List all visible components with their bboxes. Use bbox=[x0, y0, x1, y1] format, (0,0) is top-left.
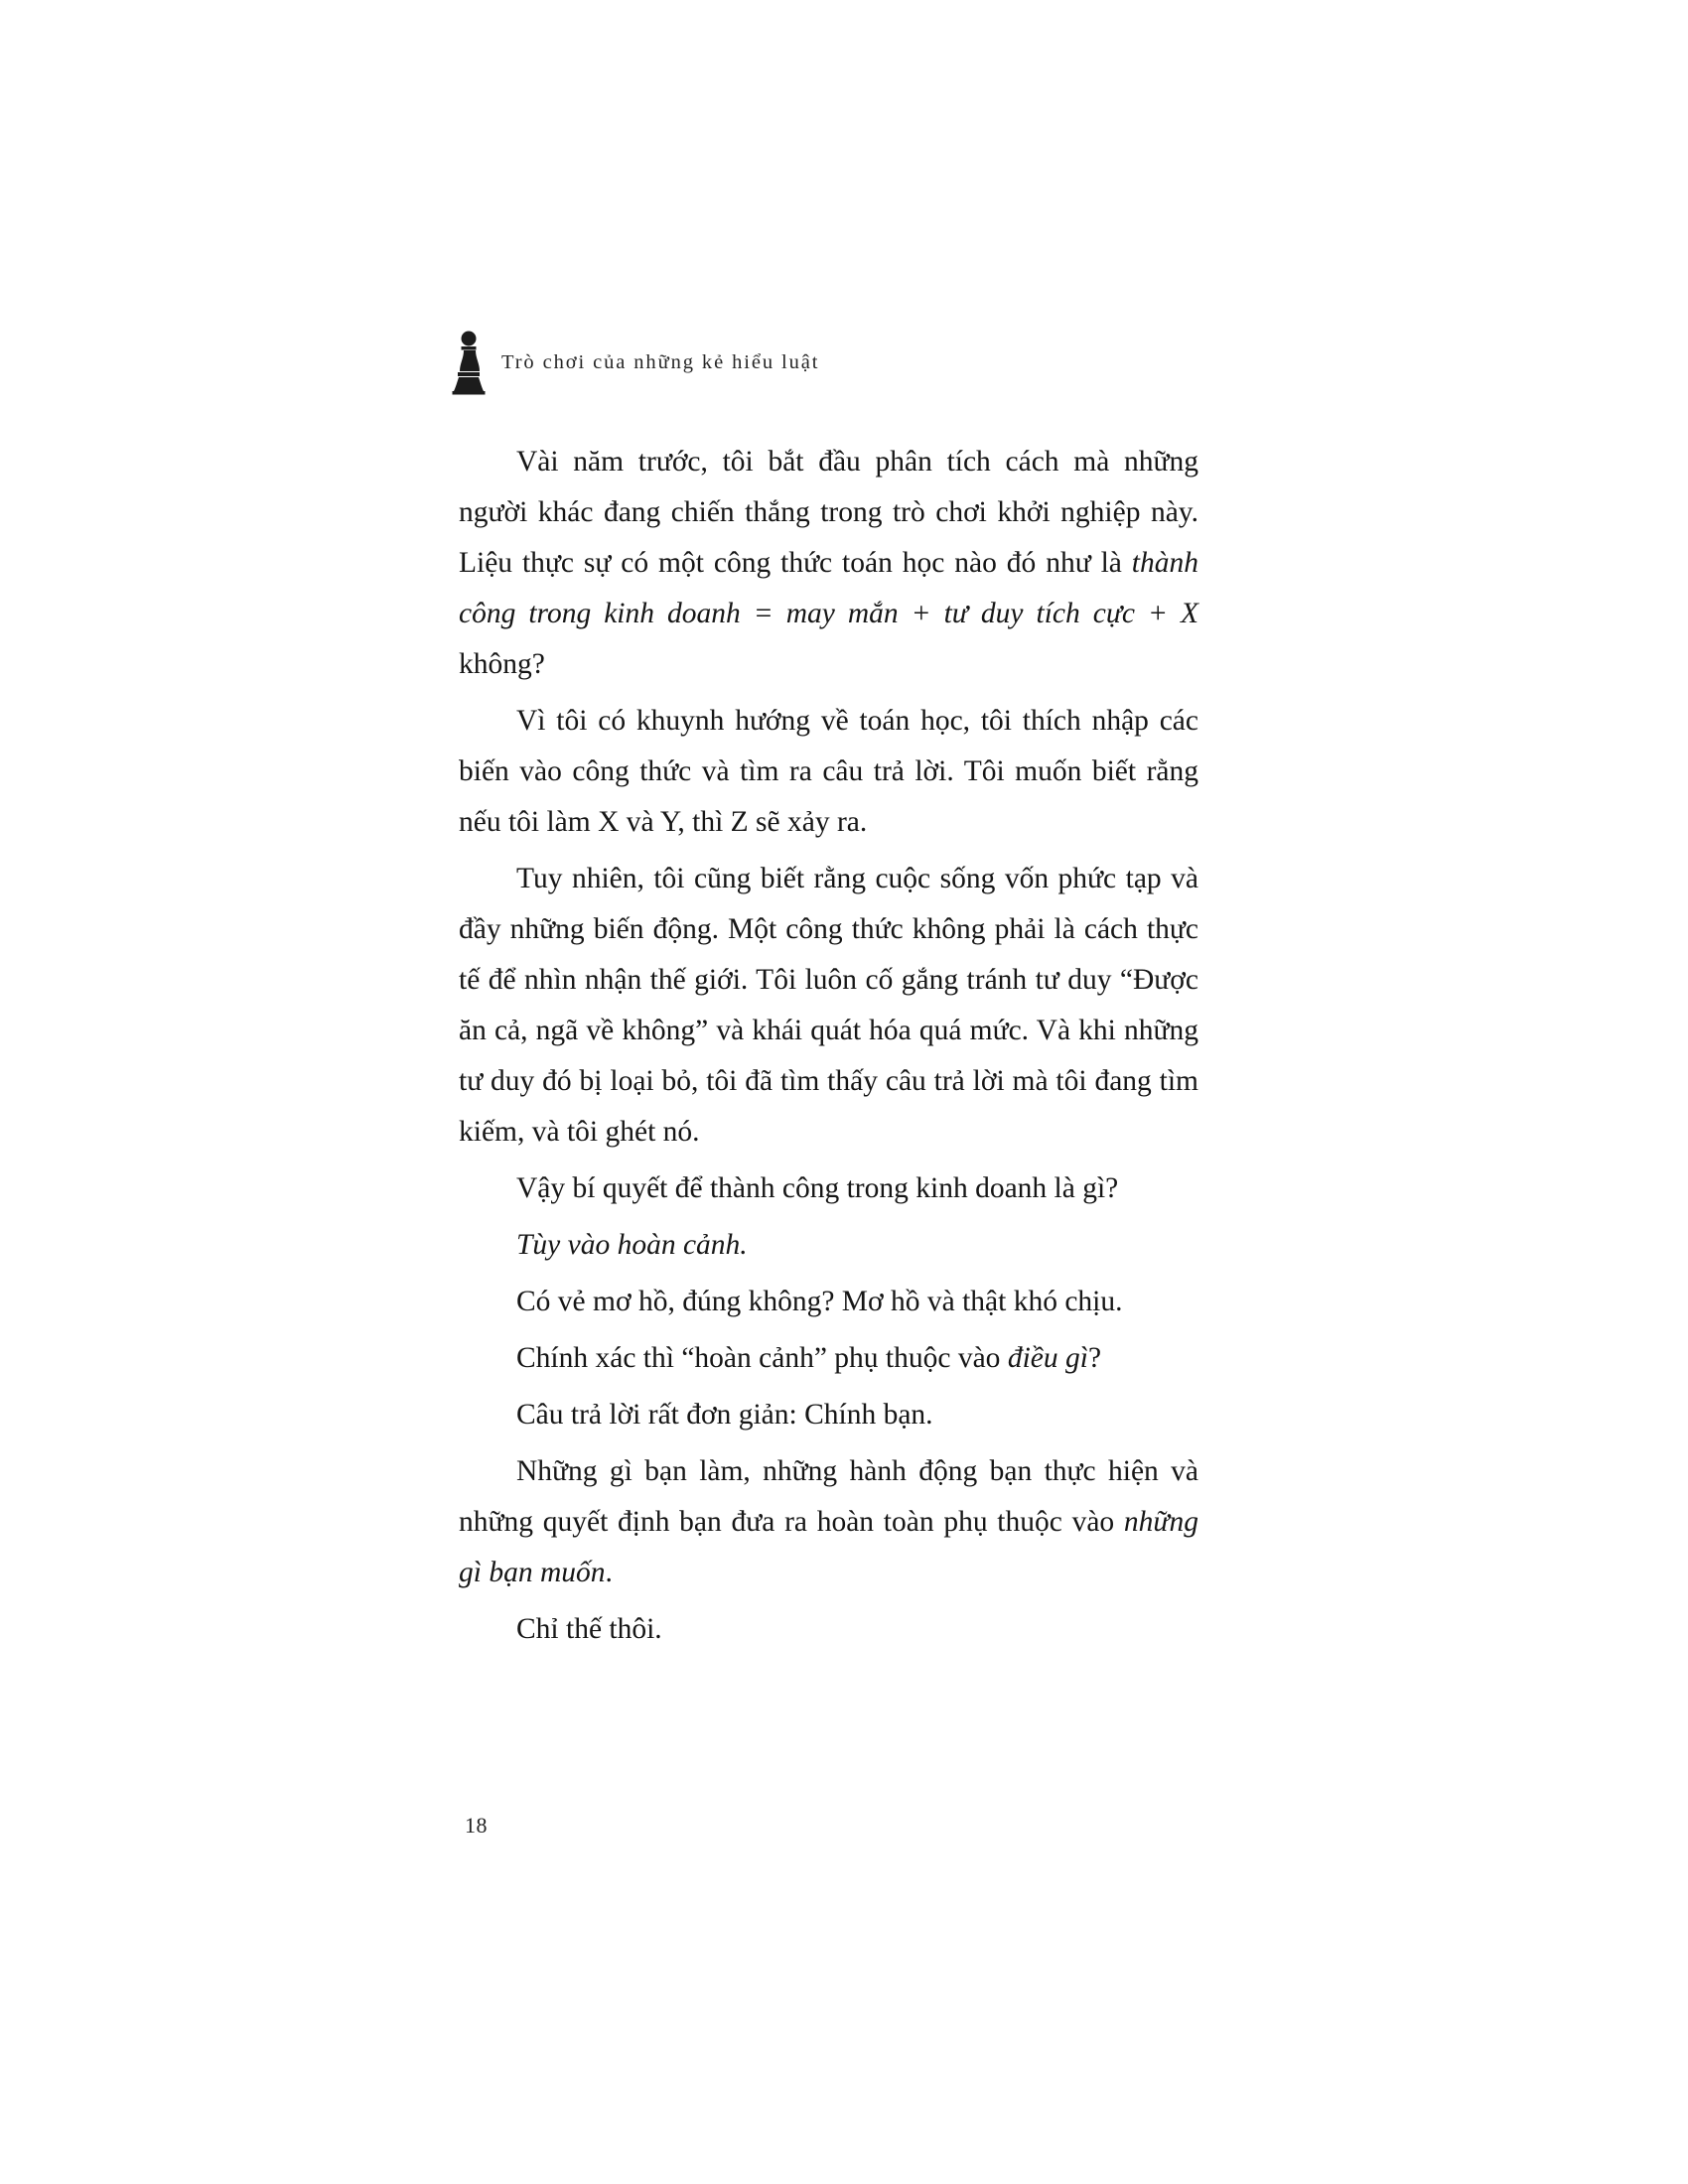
text-run: Tuy nhiên, tôi cũng biết rằng cuộc sống vốn phức tạp và đầy những biến động. Một công thức không phải là cách thực tế để nhìn nhận thế giới. Tôi luôn cố gắng tránh tư duy “Được ăn cả, ngã về không” và khái quát hóa quá mức. Và khi những tư duy đó bị loại bỏ, tôi đã tìm thấy câu trả lời mà tôi đang tìm kiếm, và tôi ghét nó. bbox=[459, 863, 1198, 1148]
text-run: Những gì bạn làm, những hành động bạn thực hiện và những quyết định bạn đưa ra hoàn toàn phụ thuộc vào bbox=[459, 1455, 1198, 1538]
text-run: Câu trả lời rất đơn giản: Chính bạn. bbox=[516, 1399, 933, 1431]
paragraph bbox=[459, 696, 1198, 848]
paragraph bbox=[459, 1390, 1198, 1440]
text-run: Vì tôi có khuynh hướng về toán học, tôi thích nhập các biến vào công thức và tìm ra câu trả lời. Tôi muốn biết rằng nếu tôi làm X và Y, thì Z sẽ xảy ra. bbox=[459, 705, 1198, 838]
chess-pawn-icon bbox=[452, 330, 486, 395]
paragraph bbox=[459, 1604, 1198, 1655]
running-head-title: Trò chơi của những kẻ hiểu luật bbox=[501, 350, 820, 373]
emphasis-text: điều gì bbox=[1007, 1342, 1088, 1374]
text-run: Chỉ thế thôi. bbox=[516, 1613, 662, 1645]
text-run: Vậy bí quyết để thành công trong kinh doanh là gì? bbox=[516, 1172, 1119, 1204]
text-run: Vài năm trước, tôi bắt đầu phân tích cách mà những người khác đang chiến thắng trong trò chơi khởi nghiệp này. Liệu thực sự có một công thức toán học nào đó như là bbox=[459, 446, 1198, 579]
text-run: ? bbox=[1087, 1342, 1102, 1374]
text-run: . bbox=[605, 1557, 613, 1588]
text-run: không? bbox=[459, 648, 545, 680]
paragraph bbox=[459, 437, 1198, 690]
paragraph bbox=[459, 1446, 1198, 1598]
paragraph bbox=[459, 1333, 1198, 1384]
paragraph bbox=[459, 1163, 1198, 1214]
emphasis-text: những gì bạn muốn bbox=[459, 1506, 1198, 1588]
paragraph bbox=[459, 1277, 1198, 1327]
emphasis-text: Tùy vào hoàn cảnh. bbox=[516, 1229, 748, 1261]
page-number: 18 bbox=[465, 1813, 488, 1838]
emphasis-text: thành công trong kinh doanh = may mắn + tư duy tích cực + X bbox=[459, 547, 1198, 629]
body-text bbox=[459, 437, 1198, 1661]
text-run: Chính xác thì “hoàn cảnh” phụ thuộc vào bbox=[516, 1342, 1008, 1374]
paragraph bbox=[459, 1220, 1198, 1271]
running-head bbox=[452, 328, 1226, 397]
text-run: Có vẻ mơ hồ, đúng không? Mơ hồ và thật khó chịu. bbox=[516, 1286, 1123, 1317]
paragraph bbox=[459, 854, 1198, 1158]
